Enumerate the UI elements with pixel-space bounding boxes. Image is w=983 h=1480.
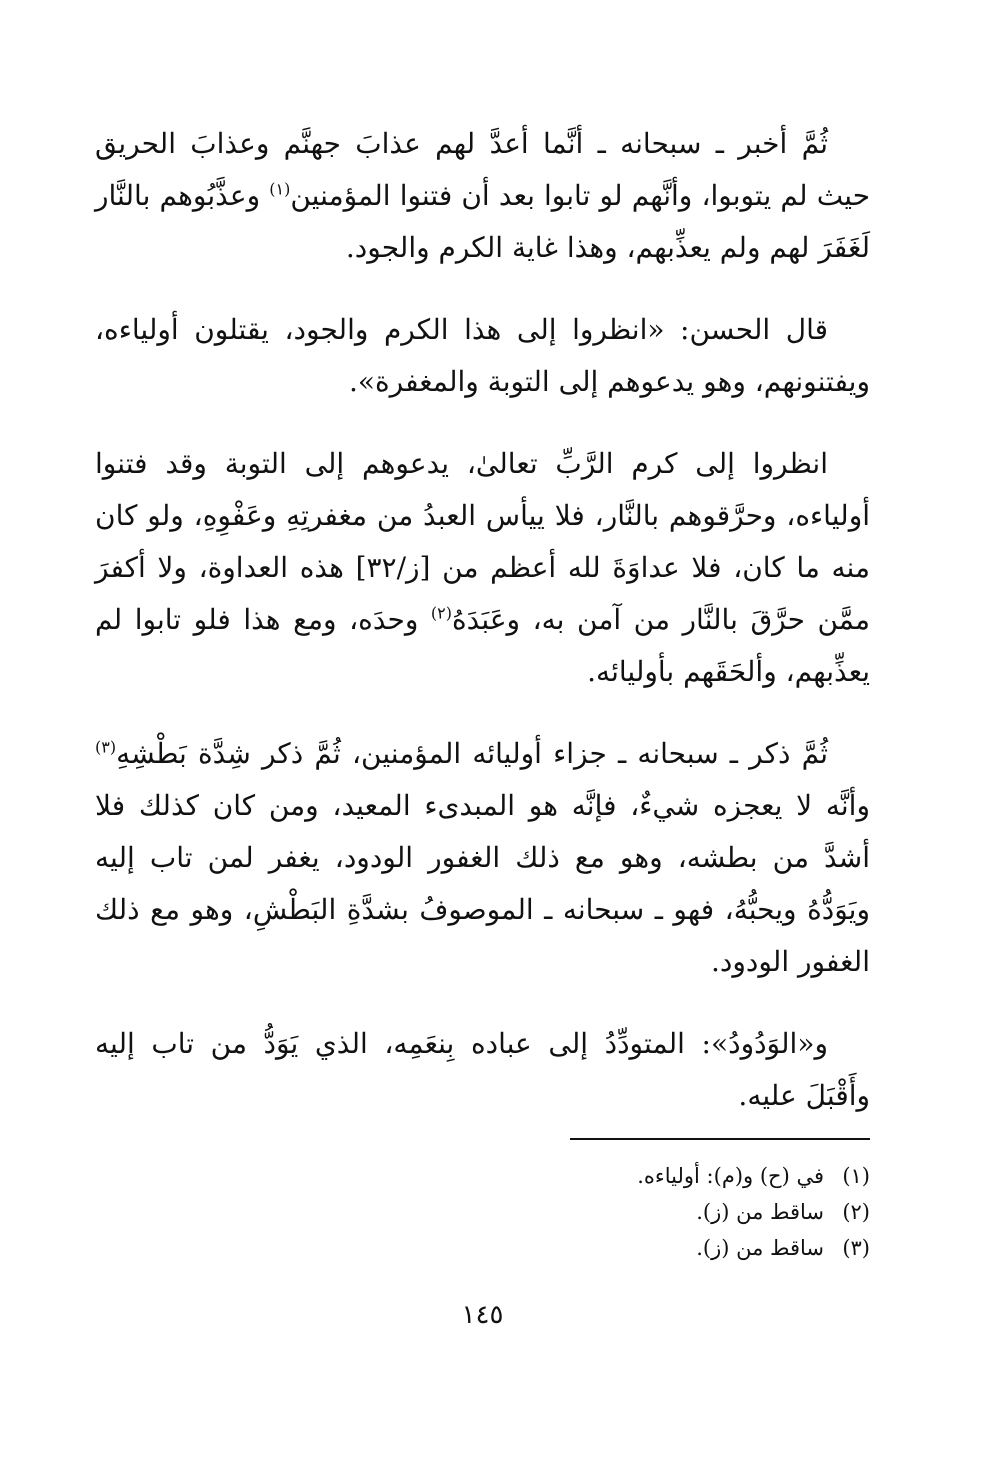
paragraph-4-text-cont: وأنَّه لا يعجزه شيءٌ، فإنَّه هو المبدىء المعيد، ومن كان كذلك فلا أشدَّ من بطشه، وهو مع ذلك الغفور الودود، يغفر لمن تاب إليه ويَوَدُّهُ ويحبُّهُ، فهو ـ سبحانه ـ الموصوفُ بشدَّةِ البَطْشِ، وهو مع ذلك الغفور الودود.: [95, 789, 870, 978]
footnote-number: (٣): [842, 1236, 870, 1260]
paragraph-5: [95, 1018, 870, 1122]
paragraph-4: [95, 728, 870, 988]
paragraph-2: [95, 304, 870, 408]
page-number: ١٤٥: [461, 1300, 504, 1330]
footnote-number: (٢): [842, 1200, 870, 1224]
paragraph-1: [95, 118, 870, 274]
footnote-3: [95, 1230, 870, 1266]
paragraph-2-text: قال الحسن: «انظروا إلى هذا الكرم والجود، يقتلون أولياءه، ويفتنونهم، وهو يدعوهم إلى التوبة والمغفرة».: [95, 313, 870, 398]
paragraph-1-text: ثُمَّ أخبر ـ سبحانه ـ أنَّما أعدَّ لهم عذابَ جهنَّم وعذابَ الحريق حيث لم يتوبوا، وأنَّهم لو تابوا بعد أن فتنوا المؤمنين: [95, 127, 870, 212]
paragraph-3: [95, 438, 870, 698]
footnote-text: ساقط من (ز).: [696, 1200, 824, 1224]
paragraph-5-text: و«الوَدُودُ»: المتودِّدُ إلى عباده بِنعَمِه، الذي يَوَدُّ من تاب إليه وأَقْبَلَ عليه.: [95, 1027, 870, 1112]
footnote-text: ساقط من (ز).: [696, 1236, 824, 1260]
footnote-2: [95, 1194, 870, 1230]
paragraph-1-text-cont: وعذَّبُوهم بالنَّار لَغَفَرَ لهم ولم يعذِّبهم، وهذا غاية الكرم والجود.: [95, 179, 870, 264]
paragraph-4-text: ثُمَّ ذكر ـ سبحانه ـ جزاء أوليائه المؤمنين، ثُمَّ ذكر شِدَّة بَطْشِهِ: [116, 737, 828, 770]
footnote-divider: [570, 1138, 870, 1140]
paragraph-3-text: انظروا إلى كرم الرَّبِّ تعالىٰ، يدعوهم إلى التوبة وقد فتنوا أولياءه، وحرَّقوهم بالنَّار، فلا ييأس العبدُ من مغفرتِهِ وعَفْوِهِ، ولو كان منه ما كان، فلا عداوَةَ لله أعظم من [ز/٣٢] هذه العداوة، ولا أكفرَ ممَّن حرَّقَ بالنَّار من آمن به، وعَبَدَهُ: [95, 447, 870, 636]
paragraph-3-text-cont: وحدَه، ومع هذا فلو تابوا لم يعذِّبهم، وألحَقَهم بأوليائه.: [95, 603, 870, 688]
footnote-1: [95, 1158, 870, 1194]
footnote-ref-1[interactable]: (١): [269, 179, 291, 199]
footnote-ref-2[interactable]: (٢): [430, 603, 452, 623]
footnote-number: (١): [842, 1164, 870, 1188]
footnote-ref-3[interactable]: (٣): [95, 737, 117, 757]
footnotes: [95, 1158, 870, 1266]
footnote-text: في (ح) و(م): أولياءه.: [637, 1164, 824, 1188]
page-body: [95, 118, 870, 1418]
